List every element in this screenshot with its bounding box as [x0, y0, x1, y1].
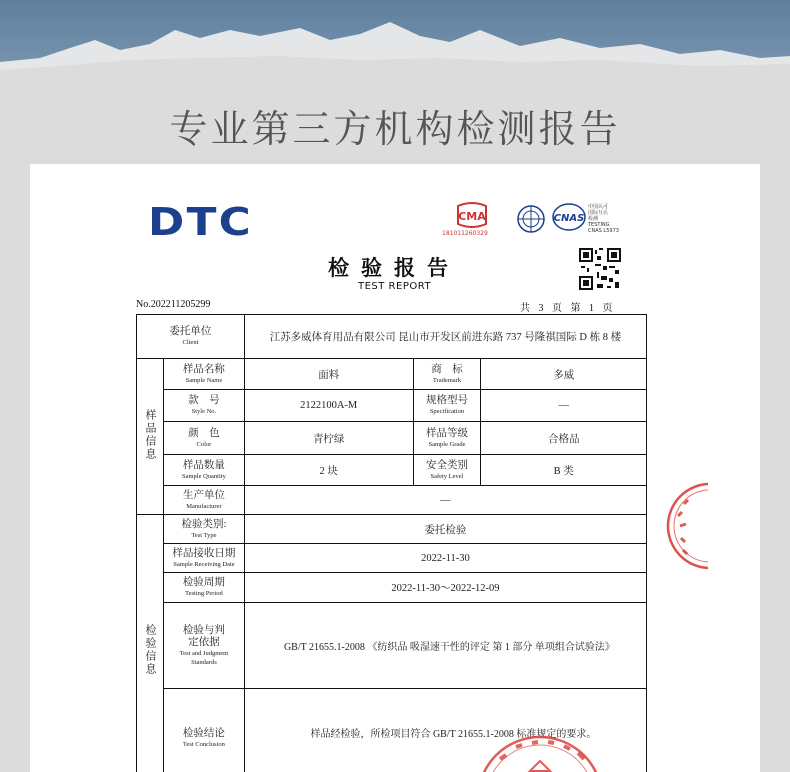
spec-value: — — [481, 390, 647, 422]
svg-text:CNAS: CNAS — [553, 213, 585, 224]
color-label: 颜 色 Color — [163, 422, 244, 455]
table-row — [137, 603, 647, 689]
table-row — [137, 486, 647, 515]
standards-label: 检验与判定依据 Test and Judgment Standards — [163, 603, 244, 689]
official-seal-right — [648, 466, 708, 586]
received-label: 样品接收日期 Sample Receiving Date — [163, 544, 244, 573]
standards-value: GB/T 21655.1-2008 《纺织品 吸湿速干性的评定 第 1 部分 单项组合试验法》 — [244, 603, 646, 689]
table-row — [137, 455, 647, 486]
conclusion-value: 样品经检验，所检项目符合 GB/T 21655.1-2008 标准规定的要求。 — [244, 689, 646, 772]
dtc-logo: DTC — [148, 200, 254, 244]
color-value: 青柠绿 — [244, 422, 413, 455]
table-row — [137, 544, 647, 573]
report-title: 检验报告 — [328, 255, 460, 280]
sample-name-label: 样品名称 Sample Name — [163, 359, 244, 390]
table-row — [137, 359, 647, 390]
cma-mark-icon — [452, 202, 492, 230]
trademark-label: 商 标 Trademark — [413, 359, 481, 390]
cnas-caption: 中国认可 国际互认 检测 TESTING CNAS L5973 — [588, 204, 619, 234]
page-counter: 共 3 页 第 1 页 — [520, 303, 613, 314]
test-type-label: 检验类别: Test Type — [163, 515, 244, 544]
received-value: 2022-11-30 — [244, 544, 646, 573]
quantity-value: 2 块 — [244, 455, 413, 486]
period-label: 检验周期 Testing Period — [163, 573, 244, 603]
table-row — [137, 573, 647, 603]
quantity-label: 样品数量 Sample Quantity — [163, 455, 244, 486]
report-table — [136, 314, 647, 772]
manufacturer-label: 生产单位 Manufacturer — [163, 486, 244, 515]
table-row — [137, 315, 647, 359]
safety-value: B 类 — [481, 455, 647, 486]
page-headline: 专业第三方机构检测报告 — [169, 107, 621, 151]
cnas-logo-icon — [552, 202, 592, 232]
test-type-value: 委托检验 — [244, 515, 646, 544]
cma-number: 181011260329 — [442, 230, 488, 237]
spec-label: 规格型号 Specification — [413, 390, 481, 422]
style-value: 2122100A-M — [244, 390, 413, 422]
header-banner — [0, 0, 790, 80]
client-value: 江苏多威体育用品有限公司 昆山市开发区前进东路 737 号隆祺国际 D 栋 8 楼 — [244, 315, 646, 359]
snowy-mountain-graphic — [0, 0, 790, 80]
style-label: 款 号 Style No. — [163, 390, 244, 422]
client-label: 委托单位 Client — [137, 315, 245, 359]
trademark-value: 多威 — [481, 359, 647, 390]
ilac-mra-icon — [516, 204, 546, 234]
report-number: No.202211205299 — [136, 299, 211, 310]
conclusion-label: 检验结论 Test Conclusion — [163, 689, 244, 772]
test-section-label: 检验信息 — [137, 515, 164, 772]
grade-value: 合格品 — [481, 422, 647, 455]
qr-code-icon — [579, 248, 621, 290]
period-value: 2022-11-30～2022-12-09 — [244, 573, 646, 603]
test-report-document — [30, 164, 760, 772]
grade-label: 样品等级 Sample Grade — [413, 422, 481, 455]
manufacturer-value: — — [244, 486, 646, 515]
report-title-en: TEST REPORT — [358, 281, 432, 292]
safety-label: 安全类别 Safety Level — [413, 455, 481, 486]
table-row — [137, 390, 647, 422]
sample-section-label: 样品信息 — [137, 359, 164, 515]
table-row — [137, 515, 647, 544]
svg-text:CMA: CMA — [458, 210, 486, 223]
sample-name-value: 面料 — [244, 359, 413, 390]
table-row — [137, 422, 647, 455]
official-seal-bottom — [460, 719, 620, 772]
